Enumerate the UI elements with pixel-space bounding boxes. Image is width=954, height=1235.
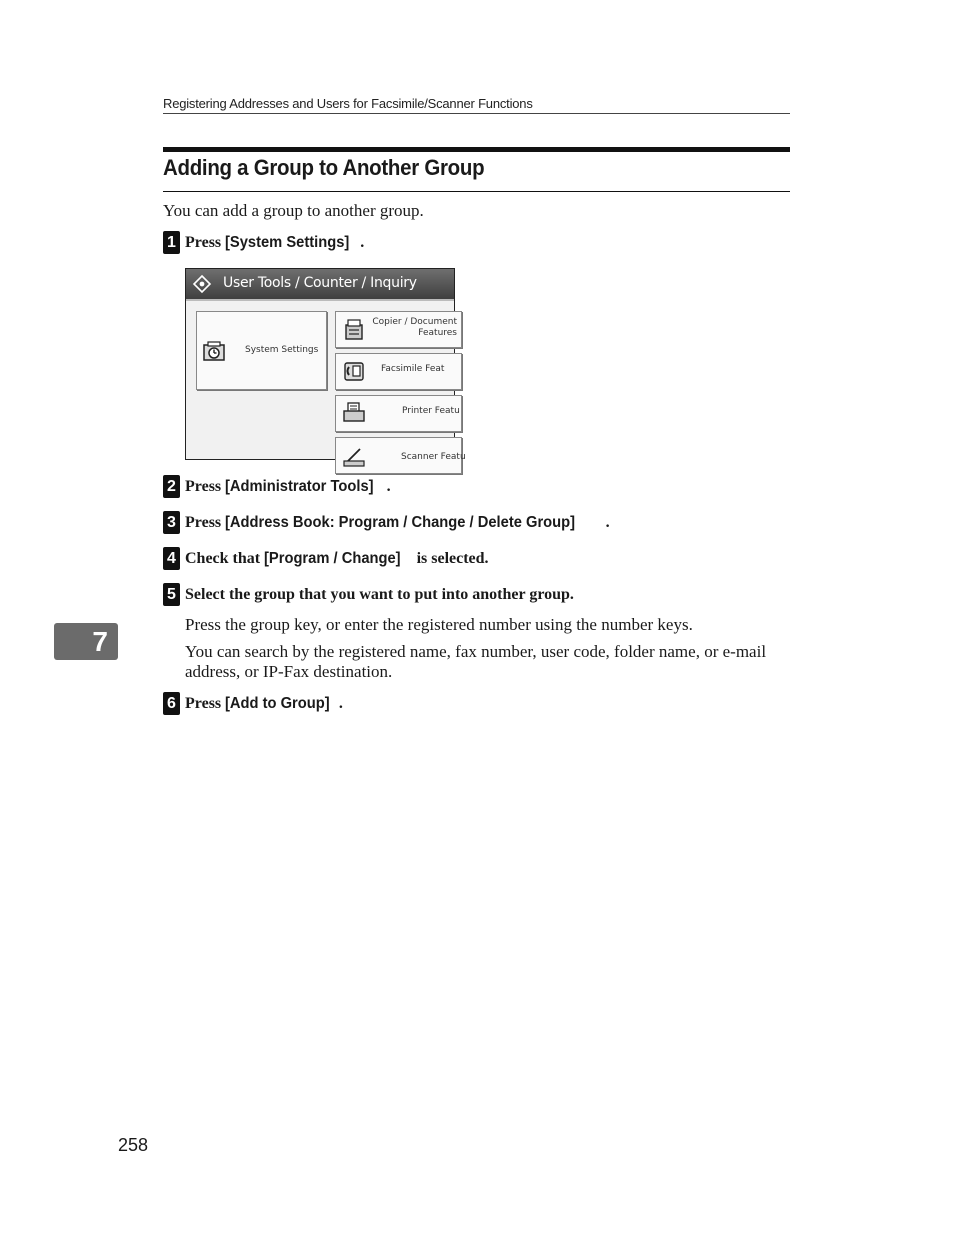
step-number: 1 (163, 231, 180, 254)
scanner-features-button[interactable] (335, 437, 466, 474)
copier-icon (342, 317, 366, 341)
step-5-paragraph: You can search by the registered name, fax number, user code, folder name, or e-mail address, or IP-Fax destination. (185, 642, 767, 681)
copier-features-label: Copier / Document Features (372, 317, 457, 338)
step-number: 5 (163, 583, 180, 606)
printer-features-button[interactable] (335, 395, 462, 432)
step-number: 6 (163, 692, 180, 715)
scanner-features-label: Scanner Featu (401, 452, 466, 462)
printer-icon (342, 401, 366, 425)
key-label: [Administrator Tools] (225, 478, 374, 495)
facsimile-icon (342, 359, 366, 383)
step-number: 4 (163, 547, 180, 570)
facsimile-features-button[interactable] (335, 353, 462, 390)
step-text: Press [Administrator Tools] . (185, 478, 391, 495)
user-tools-screen (185, 268, 466, 462)
page-number: 258 (118, 1135, 149, 1155)
step-number: 3 (163, 511, 180, 534)
step-text: Press [Address Book: Program / Change / Delete Group] . (185, 514, 610, 531)
screen-title: User Tools / Counter / Inquiry (223, 275, 417, 291)
screen-titlebar (186, 269, 454, 299)
key-label: [Address Book: Program / Change / Delete Group] (225, 514, 576, 531)
facsimile-features-label: Facsimile Feat (381, 364, 445, 374)
user-tools-icon (194, 276, 210, 292)
title-rule-top (163, 147, 790, 152)
step-5-paragraph: Press the group key, or enter the registered number using the number keys. (185, 615, 693, 634)
intro-text: You can add a group to another group. (163, 201, 424, 220)
step-number: 2 (163, 475, 180, 498)
key-label: [Add to Group] (225, 695, 330, 712)
step-text: Select the group that you want to put into another group. (185, 586, 574, 603)
running-header: Registering Addresses and Users for Facsimile/Scanner Functions (163, 96, 790, 114)
system-settings-icon (202, 339, 226, 363)
step-text: Press [Add to Group] . (185, 695, 343, 712)
title-rule-bottom (163, 191, 790, 192)
printer-features-label: Printer Featu (402, 406, 460, 416)
system-settings-label: System Settings (245, 345, 319, 355)
key-label: [System Settings] (225, 234, 350, 251)
system-settings-button[interactable] (196, 311, 327, 390)
chapter-tab: 7 (54, 623, 118, 660)
key-label: [Program / Change] (264, 550, 401, 567)
copier-features-button[interactable] (335, 311, 462, 348)
screen-divider (186, 299, 454, 301)
step-text: Press [System Settings] . (185, 234, 365, 251)
scanner-icon (342, 443, 366, 467)
section-title: Adding a Group to Another Group (163, 155, 485, 180)
step-text: Check that [Program / Change] is selected. (185, 550, 489, 567)
